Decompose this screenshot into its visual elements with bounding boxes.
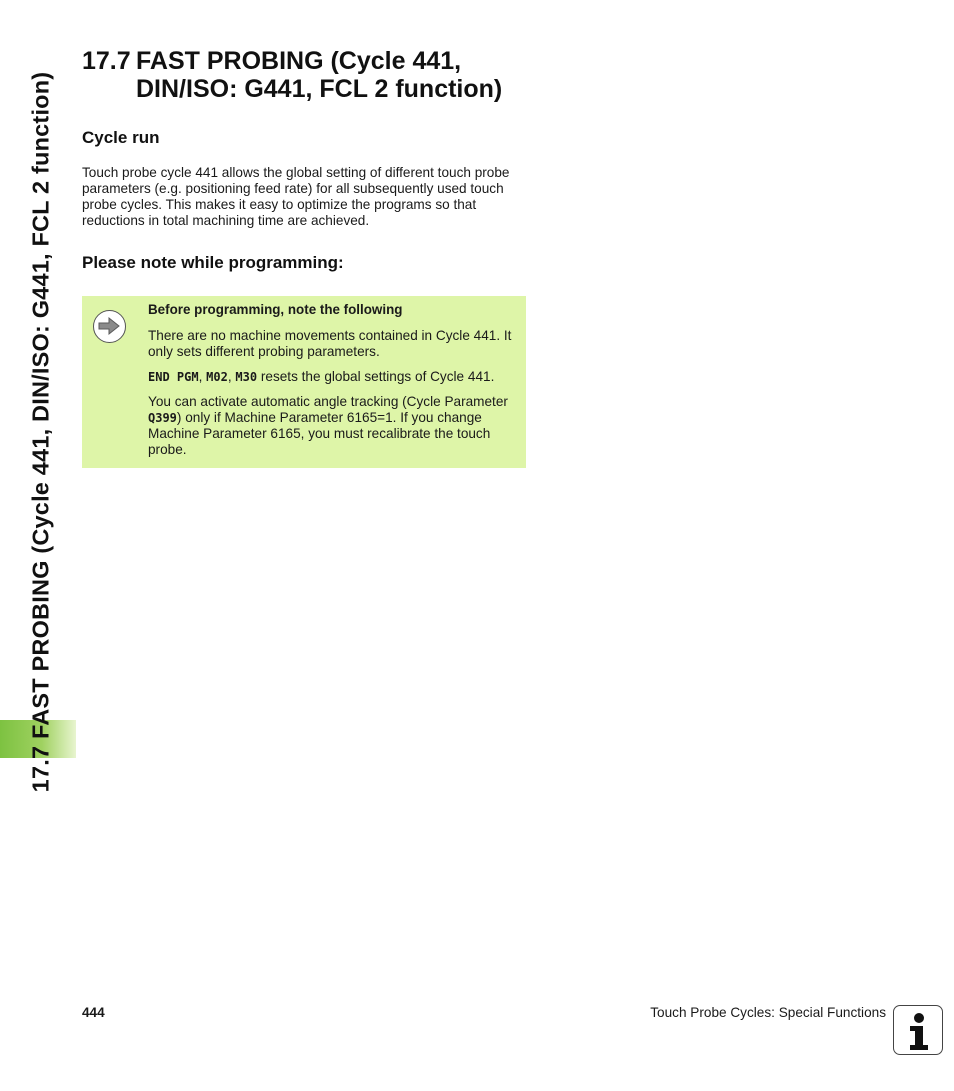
page-number: 444 — [82, 1005, 105, 1020]
separator: , — [227, 369, 236, 384]
arrow-right-icon — [93, 310, 126, 343]
note-item-reset — [148, 369, 518, 385]
code-end-pgm: END PGM — [148, 370, 199, 384]
note-text: You can activate automatic angle tracking (Cycle Parameter — [148, 394, 508, 409]
chapter-title-line2: DIN/ISO: G441, FCL 2 function) — [136, 75, 503, 103]
note-item-machine-movements: There are no machine movements contained in Cycle 441. It only sets different probing parameters. — [148, 328, 512, 359]
note-item-reset-text: resets the global settings of Cycle 441. — [257, 369, 495, 384]
cycle-run-paragraph: Touch probe cycle 441 allows the global setting of different touch probe parameters (e.g. positioning feed rate) for all subsequently used touch probe cycles. This makes it easy to optimize the programs so that reductions in total machining time are achieved. — [82, 165, 510, 228]
footer-section-title: Touch Probe Cycles: Special Functions — [650, 1005, 886, 1020]
code-m30: M30 — [235, 370, 258, 384]
note-text: ) only if Machine Parameter 6165=1. If you change Machine Parameter 6165, you must recalibrate the touch probe. — [148, 410, 491, 457]
note-item-angle-tracking — [148, 394, 518, 458]
chapter-title — [82, 47, 502, 103]
vertical-chapter-title: 17.7 FAST PROBING (Cycle 441, DIN/ISO: G441, FCL 2 function) — [27, 71, 54, 793]
info-icon — [893, 1005, 943, 1055]
chapter-number: 17.7 — [82, 47, 131, 75]
chapter-title-line1: FAST PROBING (Cycle 441, — [136, 47, 462, 75]
separator: , — [198, 369, 207, 384]
note-heading: Before programming, note the following — [148, 302, 403, 317]
code-m02: M02 — [206, 370, 228, 384]
note-content — [148, 302, 518, 467]
programming-notes-heading: Please note while programming: — [82, 253, 344, 272]
programming-note-box — [82, 296, 526, 468]
cycle-run-heading: Cycle run — [82, 128, 160, 147]
code-q399: Q399 — [148, 411, 177, 425]
